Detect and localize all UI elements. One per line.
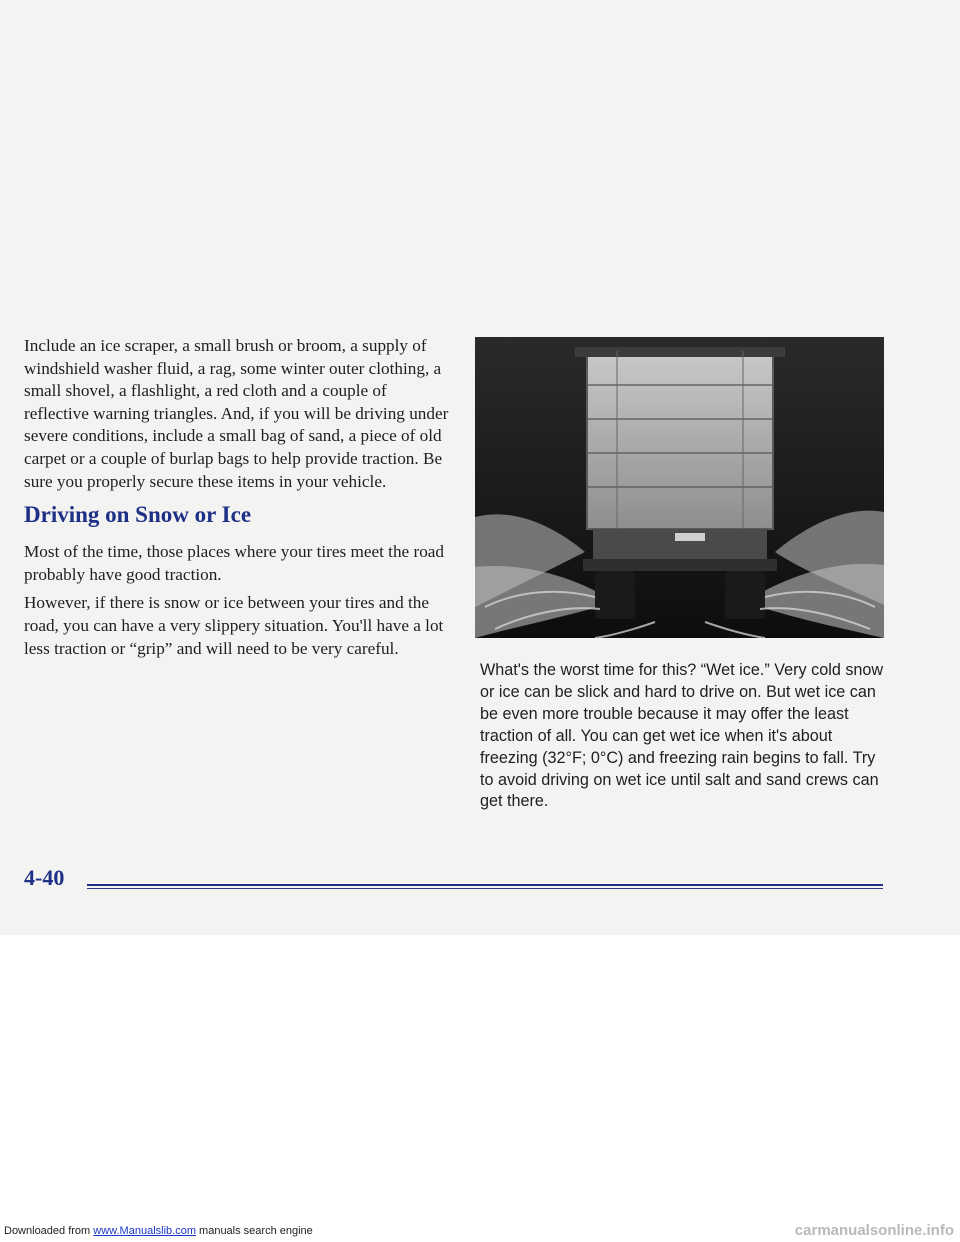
manualslib-link[interactable]: www.Manualslib.com [93,1225,196,1237]
slippery-paragraph: However, if there is snow or ice between your tires and the road, you can have a very slippery situation. You'll have a lot less traction or “grip” and will need to be very careful. [24,593,444,658]
footer-suffix: manuals search engine [195,1225,313,1237]
left-column [24,335,454,666]
watermark: carmanualsonline.info [794,1222,954,1239]
footer-prefix: Downloaded from [4,1225,94,1237]
footer-rule [87,884,883,886]
traction-paragraph: Most of the time, those places where your tires meet the road probably have good traction. [24,542,445,584]
intro-paragraph: Include an ice scraper, a small brush or broom, a supply of windshield washer fluid, a rag, some winter outer clothing, a small shovel, a flashlight, a red cloth and a couple of reflective warning triangles. And, if you will be driving under severe conditions, include a small bag of sand, a piece of old carpet or a couple of burlap bags to help provide traction. Be sure you properly secure these items in your vehicle. [24,336,449,491]
right-column [480,660,890,819]
section-heading: Driving on Snow or Ice [24,502,252,528]
vehicle-on-ice-photo [475,337,884,638]
vehicle-on-ice-illustration [475,337,884,638]
download-footer [4,1225,313,1237]
wet-ice-paragraph: What's the worst time for this? “Wet ice.” Very cold snow or ice can be slick and hard to drive on. But wet ice can be even more trouble because it may offer the least traction of all. You can get wet ice when it's about freezing (32°F; 0°C) and freezing rain begins to fall. Try to avoid driving on wet ice until salt and sand crews can get there. [480,661,884,811]
footer-rule-thin [87,888,883,889]
page-number: 4-40 [24,865,65,890]
